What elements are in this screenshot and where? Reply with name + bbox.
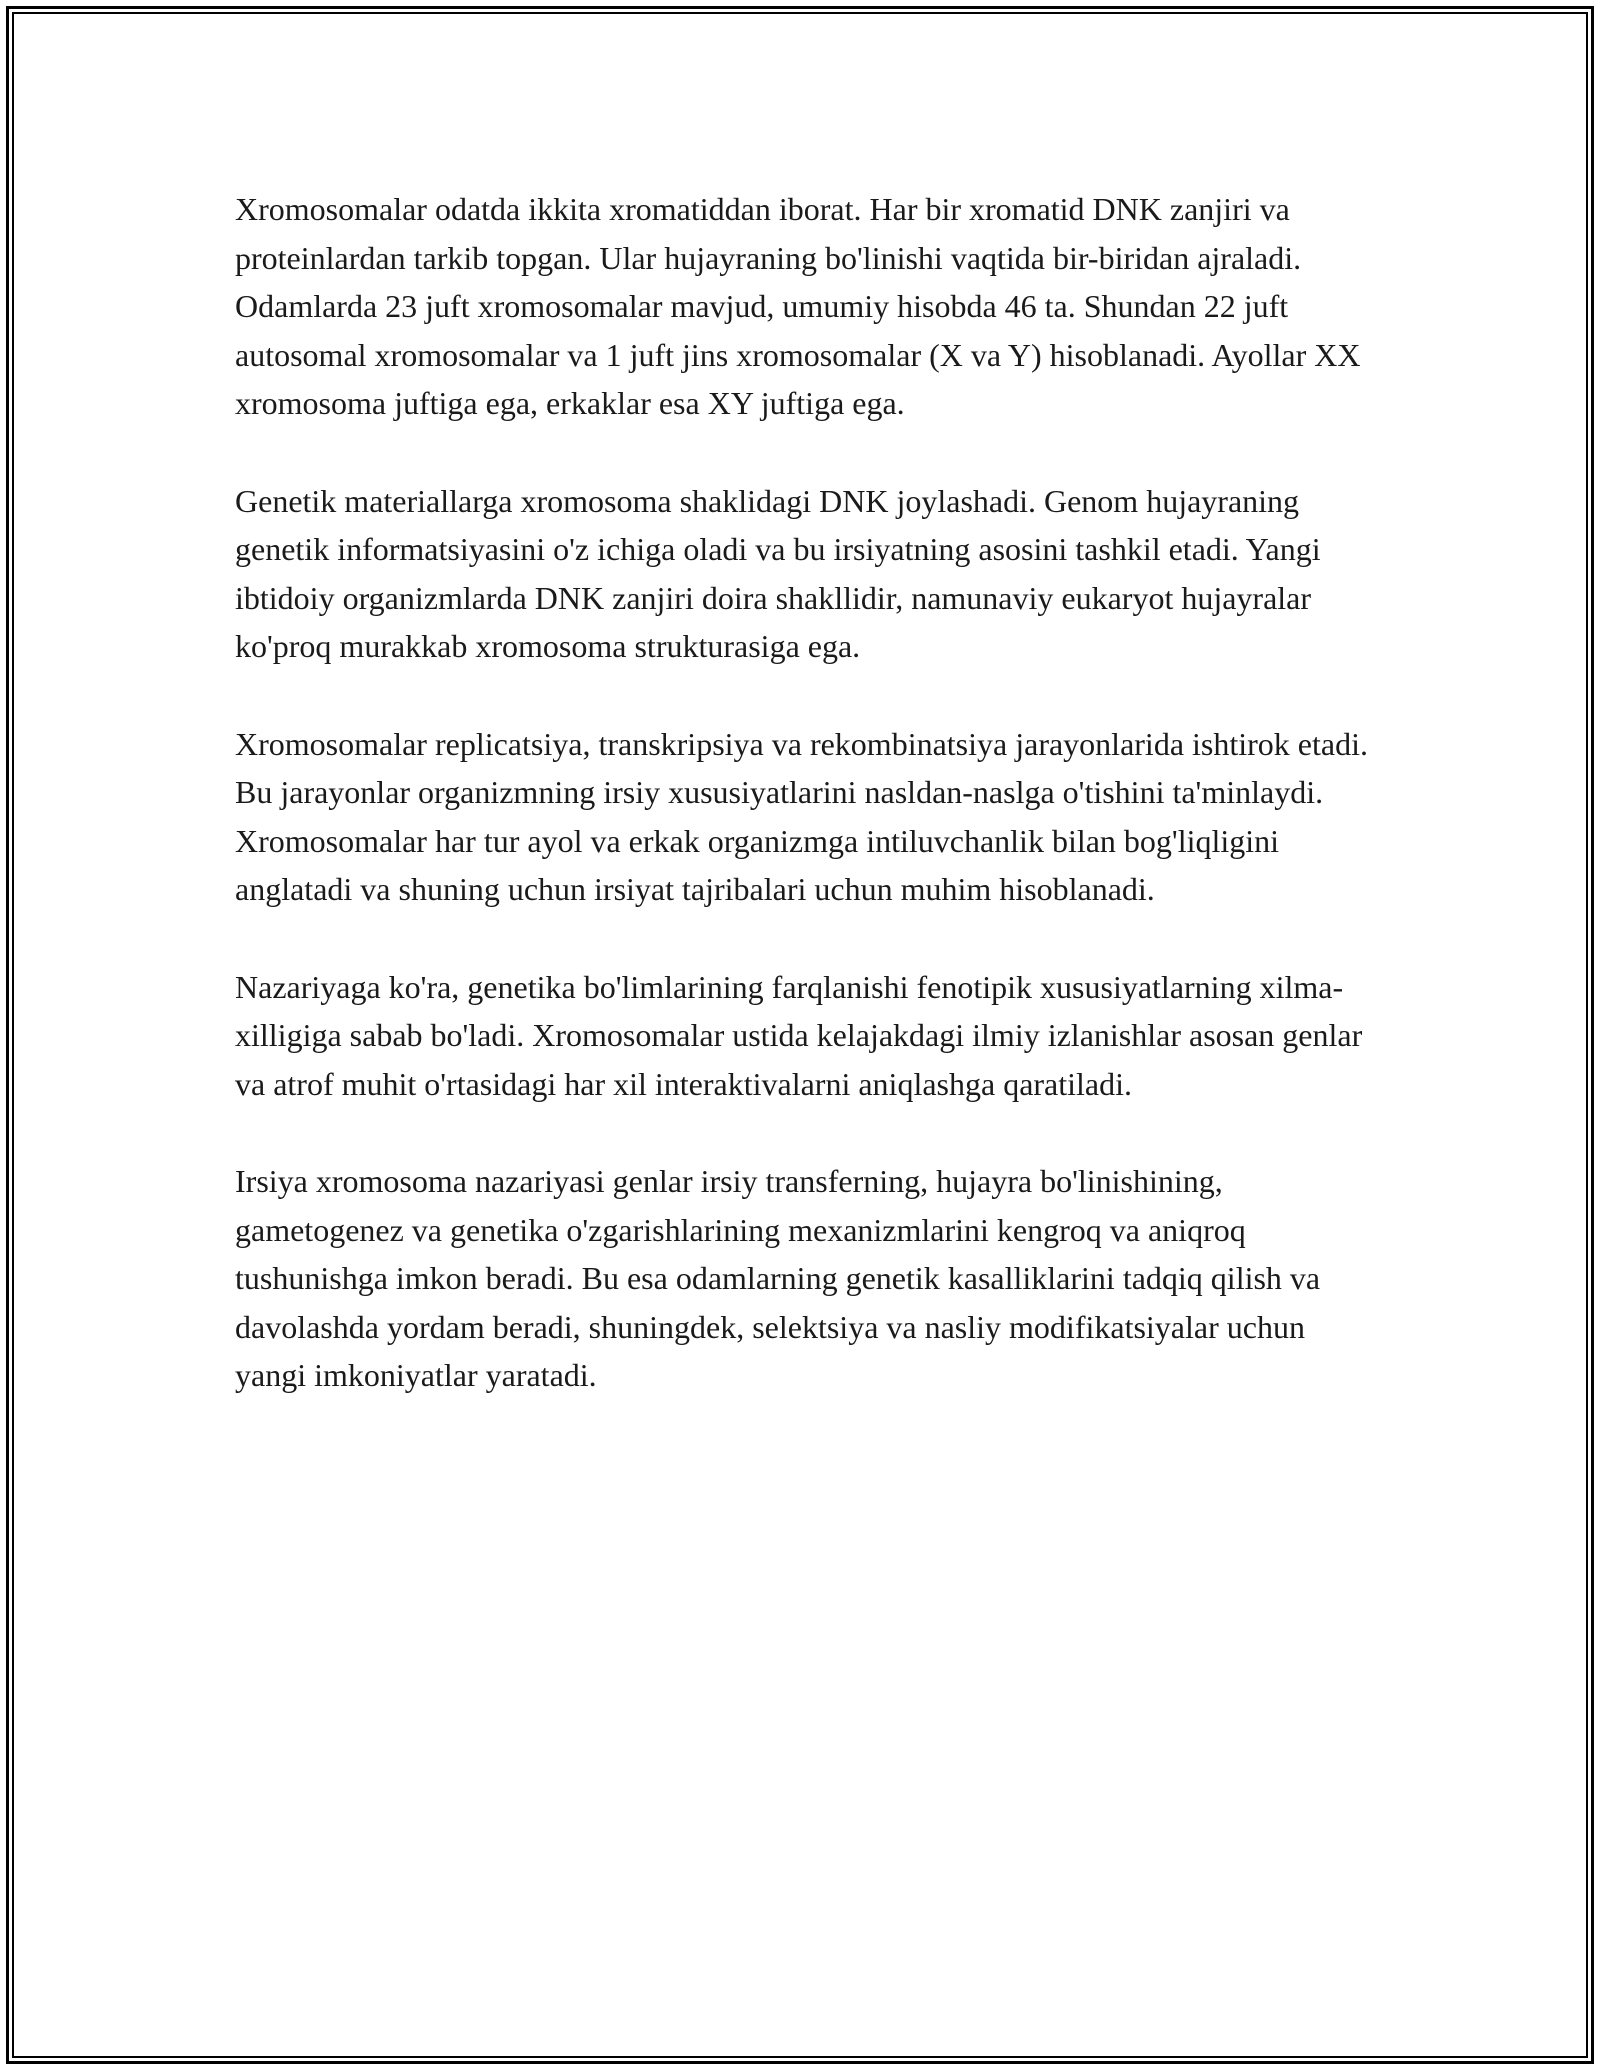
paragraph-1: Xromosomalar odatda ikkita xromatiddan iborat. Har bir xromatid DNK zanjiri va proteinlardan tarkib topgan. Ular hujayraning bo'linishi vaqtida bir-biridan ajraladi. Odamlarda 23 juft xromosomalar mavjud, umumiy hisobda 46 ta. Shundan 22 juft autosomal xromosomalar va 1 juft jins xromosomalar (X va Y) hisoblanadi. Ayollar XX xromosoma juftiga ega, erkaklar esa XY juftiga ega.	[235, 191, 1361, 421]
document-body	[235, 185, 1370, 1449]
paragraph-4: Nazariyaga ko'ra, genetika bo'limlarining farqlanishi fenotipik xususiyatlarning xilma-xilligiga sabab bo'ladi. Xromosomalar ustida kelajakdagi ilmiy izlanishlar asosan genlar va atrof muhit o'rtasidagi har xil interaktivalarni aniqlashga qaratiladi.	[235, 968, 1363, 1102]
paragraph-3: Xromosomalar replicatsiya, transkripsiya va rekombinatsiya jarayonlarida ishtirok etadi. Bu jarayonlar organizmning irsiy xususiyatlarini nasldan-naslga o'tishini ta'minlaydi. Xromosomalar har tur ayol va erkak organizmga intiluvchanlik bilan bog'liqligini anglatadi va shuning uchun irsiyat tajribalari uchun muhim hisoblanadi.	[235, 725, 1368, 907]
paragraph-2: Genetik materiallarga xromosoma shaklidagi DNK joylashadi. Genom hujayraning genetik informatsiyasini o'z ichiga oladi va bu irsiyatning asosini tashkil etadi. Yangi ibtidoiy organizmlarda DNK zanjiri doira shakllidir, namunaviy eukaryot hujayralar ko'proq murakkab xromosoma strukturasiga ega.	[235, 482, 1321, 664]
paragraph-5: Irsiya xromosoma nazariyasi genlar irsiy transferning, hujayra bo'linishining, gametogenez va genetika o'zgarishlarining mexanizmlarini kengroq va aniqroq tushunishga imkon beradi. Bu esa odamlarning genetik kasalliklarini tadqiq qilish va davolashda yordam beradi, shuningdek, selektsiya va nasliy modifikatsiyalar uchun yangi imkoniyatlar yaratadi.	[235, 1163, 1321, 1393]
